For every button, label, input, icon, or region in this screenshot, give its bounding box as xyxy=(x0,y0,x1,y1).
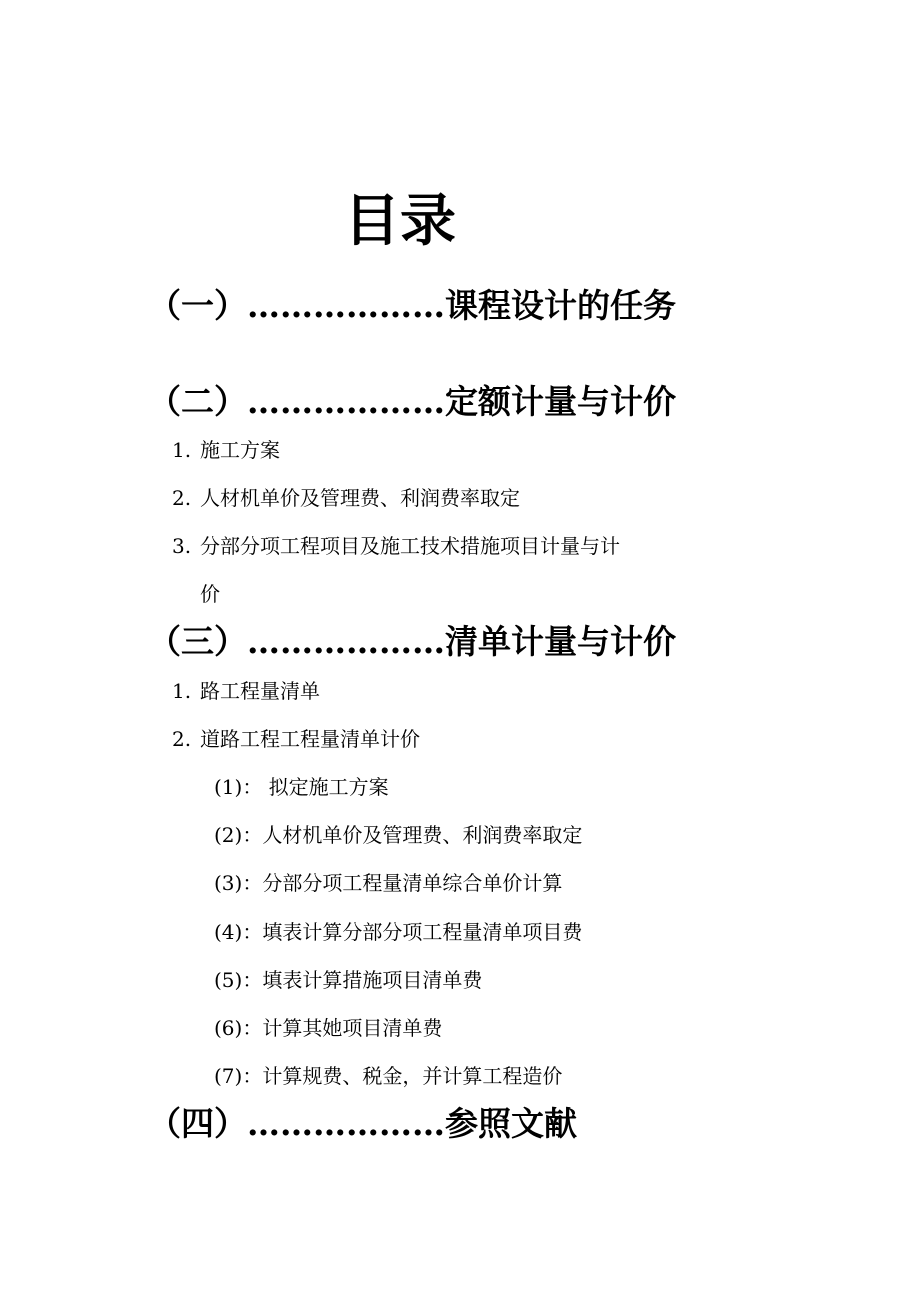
toc-item[interactable] xyxy=(172,677,320,705)
toc-item-continuation: 价 xyxy=(200,582,220,606)
toc-item-text: 施工方案 xyxy=(200,438,280,462)
toc-item[interactable] xyxy=(172,725,420,753)
toc-item-text: 人材机单价及管理费、利润费率取定 xyxy=(200,486,520,510)
toc-subitem[interactable]: (7)：计算规费、税金，并计算工程造价 xyxy=(214,1064,563,1088)
toc-item-text: 路工程量清单 xyxy=(200,679,320,703)
toc-subitem[interactable]: (6)：计算其她项目清单费 xyxy=(214,1016,443,1040)
toc-item-text: 道路工程工程量清单计价 xyxy=(200,727,420,751)
toc-item[interactable] xyxy=(172,532,620,560)
toc-item-text: 分部分项工程项目及施工技术措施项目计量与计 xyxy=(200,534,620,558)
toc-item[interactable] xyxy=(172,484,520,512)
toc-section-1-heading[interactable]: （一）………………课程设计的任务 xyxy=(148,286,676,325)
page-title: 目录 xyxy=(344,188,456,254)
toc-section-4-heading[interactable]: （四）………………参照文献 xyxy=(148,1104,577,1143)
toc-item-number: 1. xyxy=(172,438,192,462)
toc-item-number: 3. xyxy=(172,534,192,558)
toc-subitem[interactable]: (4)：填表计算分部分项工程量清单项目费 xyxy=(214,920,583,944)
toc-section-2-heading[interactable]: （二）………………定额计量与计价 xyxy=(148,382,676,421)
toc-item-number: 1. xyxy=(172,679,192,703)
toc-subitem[interactable]: (2)：人材机单价及管理费、利润费率取定 xyxy=(214,823,583,847)
toc-subitem[interactable]: (3)：分部分项工程量清单综合单价计算 xyxy=(214,871,563,895)
toc-subitem[interactable]: (1)： 拟定施工方案 xyxy=(214,775,389,799)
toc-subitem[interactable]: (5)：填表计算措施项目清单费 xyxy=(214,968,483,992)
toc-item[interactable] xyxy=(172,436,280,464)
toc-item-number: 2. xyxy=(172,486,192,510)
toc-section-3-heading[interactable]: （三）………………清单计量与计价 xyxy=(148,622,676,661)
toc-item-number: 2. xyxy=(172,727,192,751)
